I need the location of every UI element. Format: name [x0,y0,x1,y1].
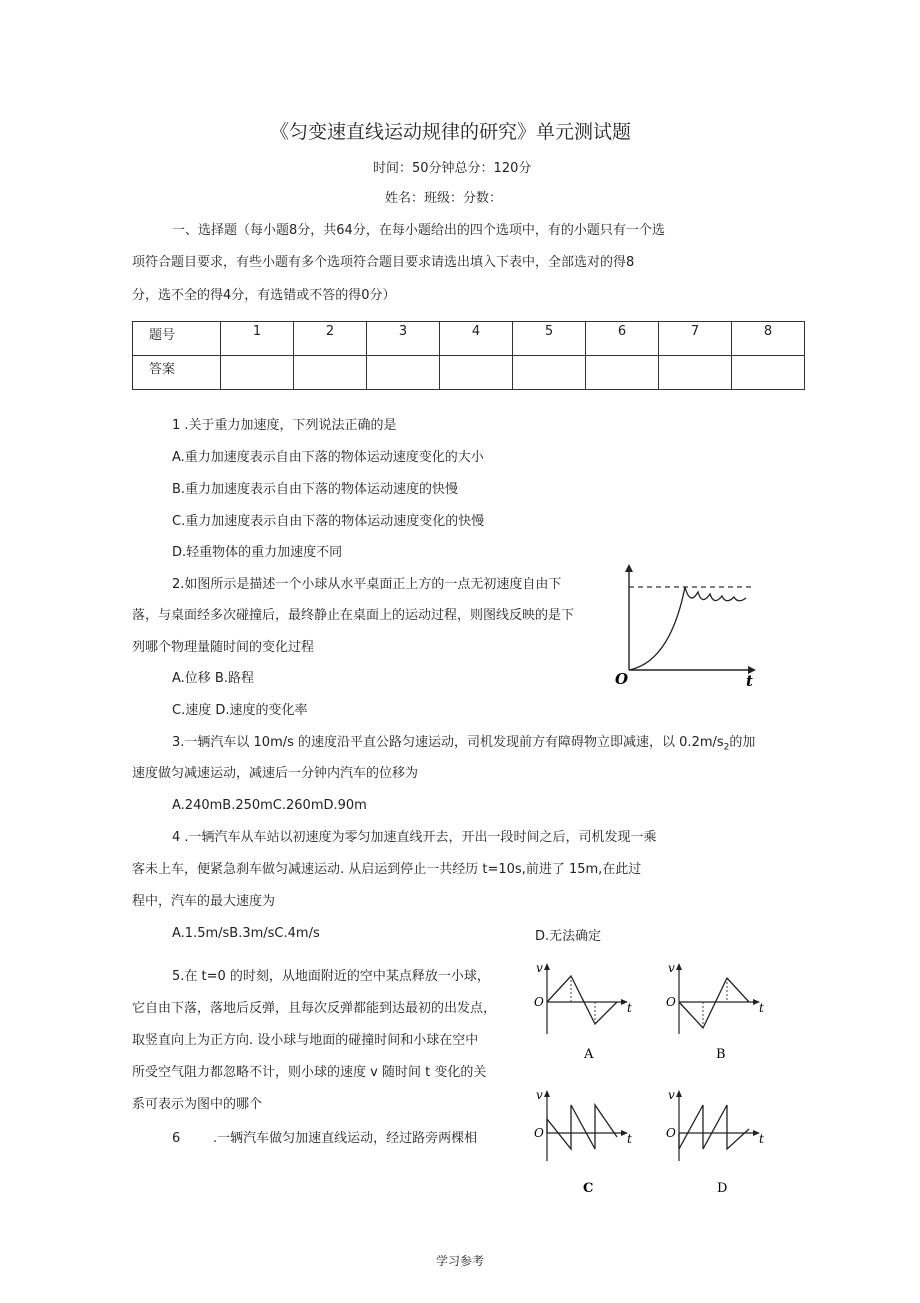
graph-a-t-label: t [627,1001,632,1015]
q5-line-5: 系可表示为图中的哪个 [132,1097,263,1112]
q2-graph-origin-label: O [615,670,629,688]
answer-cell[interactable] [659,356,732,390]
table-cell-number: 4 [440,322,513,356]
q1-option-b: B.重力加速度表示自由下落的物体运动速度的快慢 [172,482,459,497]
q3-unit-subscript: 2 [723,742,730,753]
table-cell-number: 3 [367,322,440,356]
graph-a-origin-label: O [534,995,544,1009]
answer-table-answer-row [133,356,805,390]
page-title: 《匀变速直线运动规律的研究》单元测试题 [270,121,632,143]
answer-cell[interactable] [440,356,513,390]
table-cell-number: 5 [513,322,586,356]
graph-d-caption: D [717,1181,728,1196]
q2-graph-y-arrow-icon [625,564,633,572]
graph-c-caption: C [583,1181,594,1196]
graph-b-line [679,978,749,1028]
graph-d-v-label: v [668,1088,675,1102]
q3-line-1 [172,734,755,757]
q1-stem: 1 .关于重力加速度，下列说法正确的是 [172,418,397,433]
table-cell-number: 6 [586,322,659,356]
graph-c-v-label: v [536,1088,543,1102]
q2-graph-t-label: t [746,672,753,690]
graph-c-line [547,1105,617,1149]
q5-graph-a [533,958,648,1063]
q5-graph-c [533,1085,648,1200]
q3-line-1-end: 的加 [729,735,756,750]
graph-d-v-arrow-icon [676,1090,682,1097]
q6-text: .一辆汽车做匀加速直线运动，经过路旁两棵相 [213,1131,478,1146]
table-cell-number: 7 [659,322,732,356]
q5-graph-d [665,1085,780,1200]
answer-cell[interactable] [513,356,586,390]
answer-table-number-row [133,322,805,356]
q4-option-d: D.无法确定 [535,929,602,944]
q3-line-1-main: 3.一辆汽车以 10m/s 的速度沿平直公路匀速运动，司机发现前方有障碍物立即减速，以 0.2m/s [172,735,724,750]
q2-graph [612,562,762,690]
q2-graph-curve [629,587,746,670]
q1-option-a: A.重力加速度表示自由下落的物体运动速度变化的大小 [172,450,484,465]
q5-line-3: 取竖直向上为正方向. 设小球与地面的碰撞时间和小球在空中 [132,1033,479,1048]
section-intro-line-3: 分，选不全的得4分，有选错或不答的得0分） [132,288,396,303]
table-cell-number: 2 [294,322,367,356]
table-cell-number: 1 [221,322,294,356]
q2-line-2: 落，与桌面经多次碰撞后，最终静止在桌面上的运动过程，则图线反映的是下 [132,608,575,623]
q5-graph-b [665,958,780,1063]
q6-number: 6 [172,1131,181,1146]
graph-c-v-arrow-icon [544,1090,550,1097]
table-header-question-number: 题号 [133,322,221,356]
q3-options: A.240mB.250mC.260mD.90m [172,798,367,813]
graph-d-origin-label: O [666,1126,676,1140]
graph-d-line [679,1105,749,1149]
table-cell-number: 8 [732,322,805,356]
table-header-answer: 答案 [133,356,221,390]
graph-d-t-label: t [759,1132,764,1146]
answer-cell[interactable] [367,356,440,390]
q2-line-1: 2.如图所示是描述一个小球从水平桌面正上方的一点无初速度自由下 [172,577,562,592]
graph-b-v-arrow-icon [676,963,682,970]
answer-cell[interactable] [221,356,294,390]
answer-cell[interactable] [294,356,367,390]
graph-a-line [547,976,617,1024]
graph-a-caption: A [584,1047,594,1062]
exam-meta: 时间：50分钟总分：120分 [373,161,532,176]
graph-b-v-label: v [668,961,675,975]
q1-option-c: C.重力加速度表示自由下落的物体运动速度变化的快慢 [172,514,485,529]
student-info-line: 姓名：班级：分数： [385,191,503,206]
graph-b-origin-label: O [666,995,676,1009]
q4-options-abc: A.1.5m/sB.3m/sC.4m/s [172,926,320,941]
section-intro-line-2: 项符合题目要求，有些小题有多个选项符合题目要求请选出填入下表中，全部选对的得8 [132,255,635,270]
q1-option-d: D.轻重物体的重力加速度不同 [172,545,343,560]
graph-a-v-label: v [536,961,543,975]
answer-cell[interactable] [732,356,805,390]
q3-line-2: 速度做匀减速运动，减速后一分钟内汽车的位移为 [132,766,419,781]
q2-options-ab: A.位移 B.路程 [172,671,254,686]
q4-line-2: 客未上车，便紧急刹车做匀减速运动. 从启运到停止一共经历 t=10s,前进了 15m,在此过 [132,862,642,877]
graph-c-t-label: t [627,1132,632,1146]
q5-line-1: 5.在 t=0 的时刻，从地面附近的空中某点释放一小球， [172,969,490,984]
q5-line-2: 它自由下落，落地后反弹，且每次反弹都能到达最初的出发点， [132,1001,497,1016]
graph-a-v-arrow-icon [544,963,550,970]
q4-line-1: 4 .一辆汽车从车站以初速度为零匀加速直线开去，开出一段时间之后，司机发现一乘 [172,830,657,845]
answer-table [132,321,805,390]
q5-line-4: 所受空气阻力都忽略不计，则小球的速度 v 随时间 t 变化的关 [132,1065,487,1080]
graph-b-caption: B [716,1047,726,1062]
q2-options-cd: C.速度 D.速度的变化率 [172,703,308,718]
q4-line-3: 程中，汽车的最大速度为 [132,894,276,909]
graph-b-t-label: t [759,1001,764,1015]
page-footer: 学习参考 [436,1254,485,1268]
q2-line-3: 列哪个物理量随时间的变化过程 [132,640,315,655]
graph-c-origin-label: O [534,1126,544,1140]
answer-cell[interactable] [586,356,659,390]
section-intro-line-1: 一、选择题（每小题8分，共64分，在每小题给出的四个选项中，有的小题只有一个选 [172,223,665,238]
